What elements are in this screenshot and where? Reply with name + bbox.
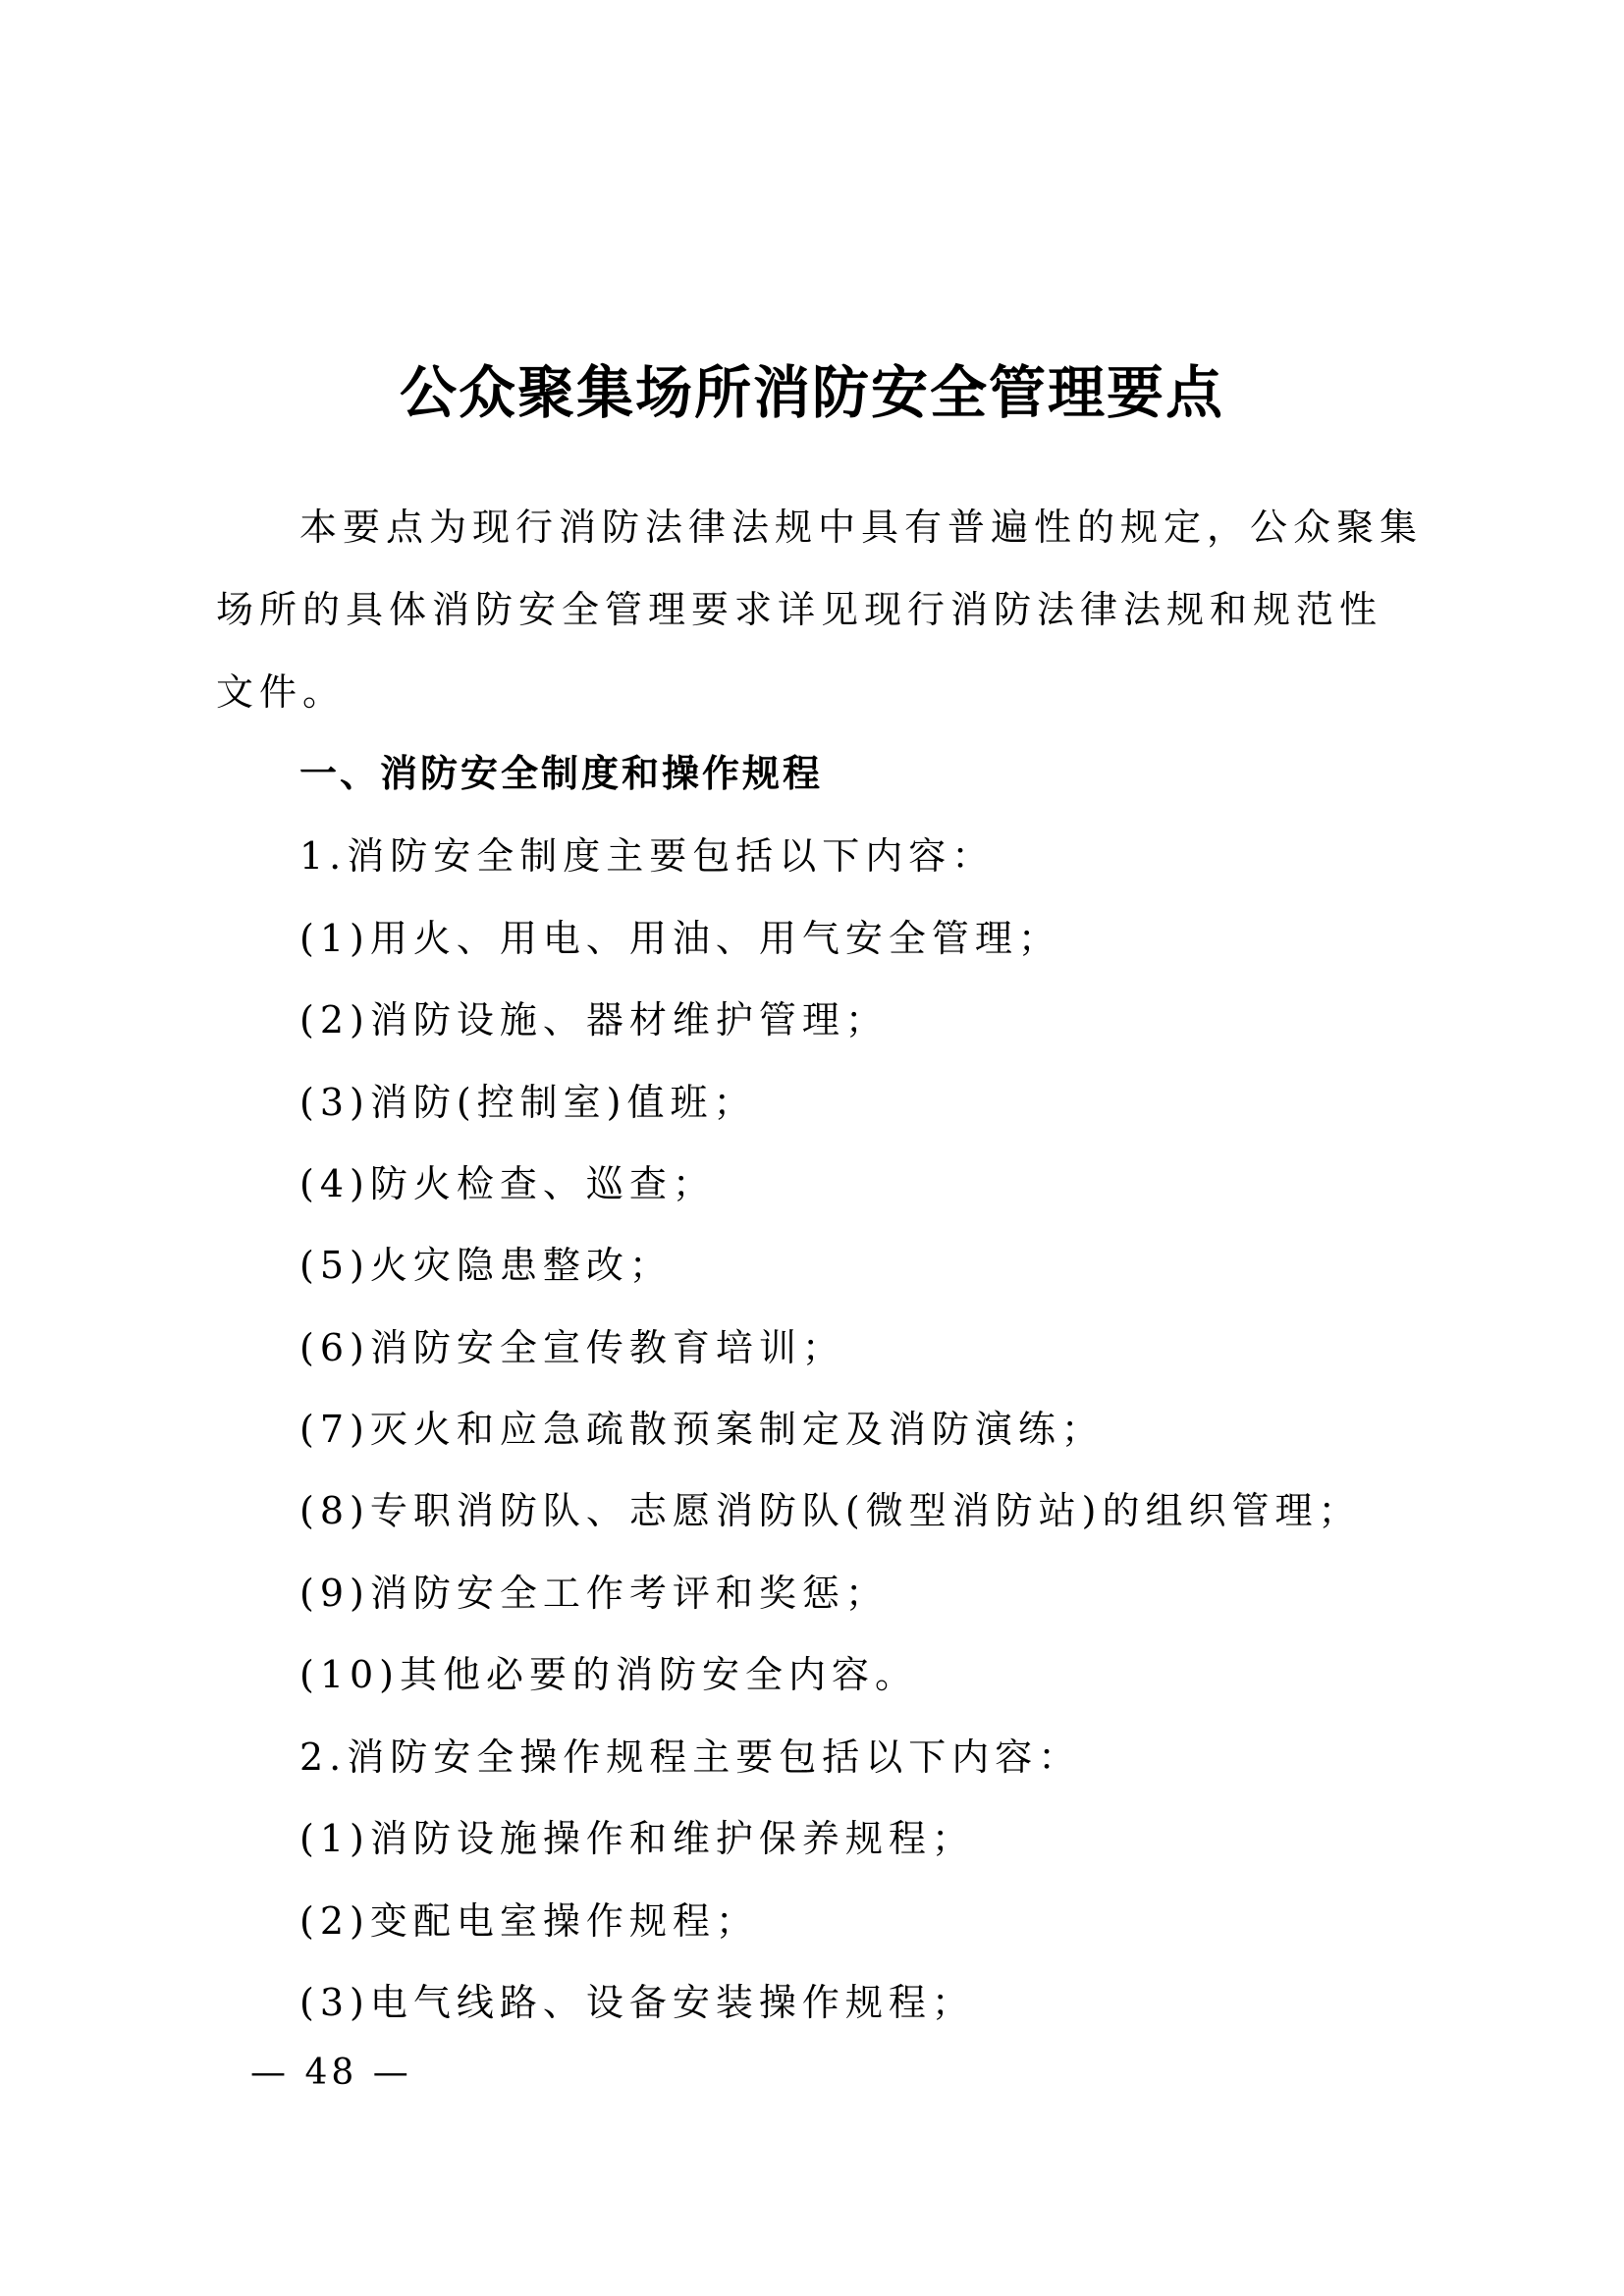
list-item: (3)消防(控制室)值班； <box>299 1081 757 1124</box>
list-item: (8)专职消防队、志愿消防队(微型消防站)的组织管理； <box>299 1489 1362 1532</box>
list-item: (1)用火、用电、用油、用气安全管理； <box>299 917 1061 960</box>
document-title: 公众聚集场所消防安全管理要点 <box>399 359 1224 426</box>
page-number: — 48 — <box>250 2053 412 2093</box>
list-item: (9)消防安全工作考评和奖惩； <box>299 1572 889 1615</box>
intro-line: 文件。 <box>216 670 347 714</box>
list-item: (3)电气线路、设备安装操作规程； <box>299 1981 975 2024</box>
list-item: (2)消防设施、器材维护管理； <box>299 998 889 1041</box>
list-item: (7)灭火和应急疏散预案制定及消防演练； <box>299 1408 1105 1451</box>
item1-heading: 1.消防安全制度主要包括以下内容： <box>299 834 996 878</box>
intro-line: 本要点为现行消防法律法规中具有普遍性的规定，公众聚集 <box>299 506 1424 549</box>
list-item: (2)变配电室操作规程； <box>299 1899 759 1943</box>
list-item: (10)其他必要的消防安全内容。 <box>299 1653 919 1696</box>
list-item: (1)消防设施操作和维护保养规程； <box>299 1817 975 1860</box>
item2-heading: 2.消防安全操作规程主要包括以下内容： <box>299 1735 1082 1779</box>
list-item: (6)消防安全宣传教育培训； <box>299 1326 845 1369</box>
list-item: (4)防火检查、巡查； <box>299 1162 716 1205</box>
section-heading: 一、消防安全制度和操作规程 <box>299 752 824 795</box>
intro-line: 场所的具体消防安全管理要求详见现行消防法律法规和规范性 <box>216 588 1383 631</box>
list-item: (5)火灾隐患整改； <box>299 1244 673 1287</box>
